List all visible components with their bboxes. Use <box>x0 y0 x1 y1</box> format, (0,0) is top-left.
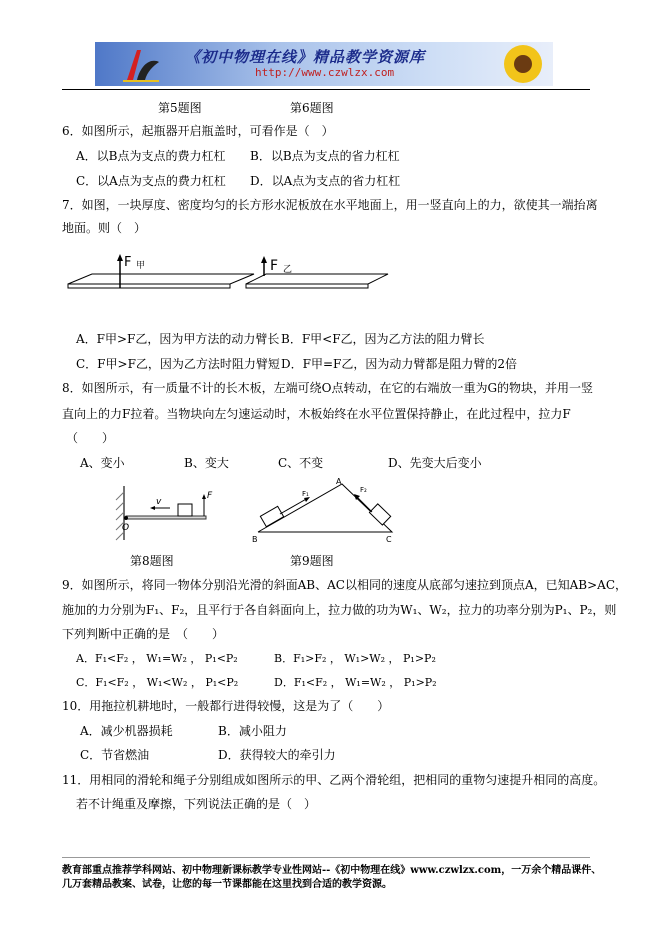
q7-f-yi-label: F <box>270 258 279 274</box>
q9-a-label: A <box>336 477 342 486</box>
q9-figure <box>250 476 400 544</box>
q8-stem-line2: 直向上的力F拉着。当物块向左匀速运动时，木板始终在水平位置保持静止，在此过程中，拉力F <box>62 407 571 421</box>
q8-stem-line1: 8．如图所示，有一质量不计的长木板，左端可绕O点转动，在它的右端放一重为G的物块，并用一竖 <box>62 381 594 395</box>
q10-stem: 10．用拖拉机耕地时，一般都行进得较慢，这是为了（ ） <box>62 699 390 713</box>
q7-f-jia-label: F <box>124 255 132 270</box>
fig6-caption: 第6题图 <box>290 101 334 115</box>
q8-option-d: D、先变大后变小 <box>388 456 482 470</box>
q7-stem-line2: 地面。则（ ） <box>62 221 147 235</box>
q10-option-b: B．减小阻力 <box>218 724 287 738</box>
q8-v-label: v <box>156 497 162 507</box>
q9-c-label: C <box>386 535 392 544</box>
q7-f-yi-sub: 乙 <box>283 265 293 275</box>
q8-o-label: O <box>122 523 130 533</box>
q9-option-b: B．F₁>F₂ ， W₁>W₂ ， P₁>P₂ <box>274 652 436 665</box>
fig5-caption: 第5题图 <box>158 101 202 115</box>
q7-option-b: B．F甲<F乙，因为乙方法的阻力臂长 <box>281 332 485 346</box>
q11-stem-line2: 若不计绳重及摩擦，下列说法正确的是（ ） <box>76 797 317 811</box>
fig9-caption: 第9题图 <box>290 554 334 568</box>
q10-option-a: A．减少机器损耗 <box>80 724 173 738</box>
header-banner <box>95 42 553 86</box>
footer-line1: 教育部重点推荐学科网站、初中物理新课标教学专业性网站--《初中物理在线》www.czwlzx.com，一万余个精品课件、 <box>62 865 602 876</box>
q9-option-c: C．F₁<F₂ ， W₁<W₂ ， P₁<P₂ <box>76 676 239 689</box>
q6-option-c: C．以A点为支点的费力杠杠 <box>76 174 226 188</box>
header-divider <box>62 89 590 90</box>
q7-figure <box>62 250 402 300</box>
q9-f2-label: F₂ <box>360 486 367 494</box>
footer-line2: 几万套精品教案、试卷，让您的每一节课都能在这里找到合适的教学资源。 <box>62 879 392 890</box>
q8-stem-line3: （ ） <box>66 431 115 445</box>
q7-option-d: D．F甲=F乙，因为动力臂都是阻力臂的2倍 <box>281 357 517 371</box>
q6-stem: 6．如图所示，起瓶器开启瓶盖时，可看作是（ ） <box>62 124 334 138</box>
fig8-caption: 第8题图 <box>130 554 174 568</box>
q8-option-a: A、变小 <box>80 456 125 470</box>
banner-title: 《初中物理在线》精品教学资源库 <box>185 48 426 66</box>
q7-f-jia-sub: 甲 <box>136 261 146 271</box>
q11-stem-line1: 11．用相同的滑轮和绳子分别组成如图所示的甲、乙两个滑轮组，把相同的重物匀速提升相同的高度。 <box>62 773 606 787</box>
q7-option-a: A．F甲>F乙，因为甲方法的动力臂长 <box>76 332 280 346</box>
q10-option-c: C．节省燃油 <box>80 748 150 762</box>
q9-stem-line2: 施加的力分别为F₁、F₂，且平行于各自斜面向上，拉力做的功为W₁、W₂，拉力的功率分别为P₁、P₂，则 <box>62 603 617 617</box>
q8-f-label: F <box>207 491 213 501</box>
q9-stem-line3: 下列判断中正确的是 （ ） <box>62 627 225 641</box>
q7-option-c: C．F甲>F乙，因为乙方法时阻力臂短 <box>76 357 280 371</box>
q9-option-a: A．F₁<F₂ ， W₁=W₂ ， P₁<P₂ <box>76 652 238 665</box>
q8-figure <box>112 482 222 544</box>
site-logo-icon <box>119 44 163 84</box>
sunflower-icon <box>493 42 553 86</box>
q9-f1-label: F₁ <box>302 490 309 498</box>
footer-divider <box>62 857 590 858</box>
q10-option-d: D．获得较大的牵引力 <box>218 748 336 762</box>
q6-option-a: A．以B点为支点的费力杠杠 <box>76 149 226 163</box>
q7-stem-line1: 7．如图，一块厚度、密度均匀的长方形水泥板放在水平地面上，用一竖直向上的力，欲使其一端抬离 <box>62 198 598 212</box>
q9-option-d: D．F₁<F₂ ， W₁=W₂ ， P₁>P₂ <box>274 676 437 689</box>
banner-url[interactable]: http://www.czwlzx.com <box>255 66 395 79</box>
q6-option-b: B．以B点为支点的省力杠杠 <box>250 149 400 163</box>
q6-option-d: D．以A点为支点的省力杠杠 <box>250 174 401 188</box>
q8-option-c: C、不变 <box>278 456 324 470</box>
q9-stem-line1: 9．如图所示，将同一物体分别沿光滑的斜面AB、AC以相同的速度从底部匀速拉到顶点A，已知AB>AC， <box>62 578 628 592</box>
q9-b-label: B <box>252 535 258 544</box>
q8-option-b: B、变大 <box>184 456 229 470</box>
